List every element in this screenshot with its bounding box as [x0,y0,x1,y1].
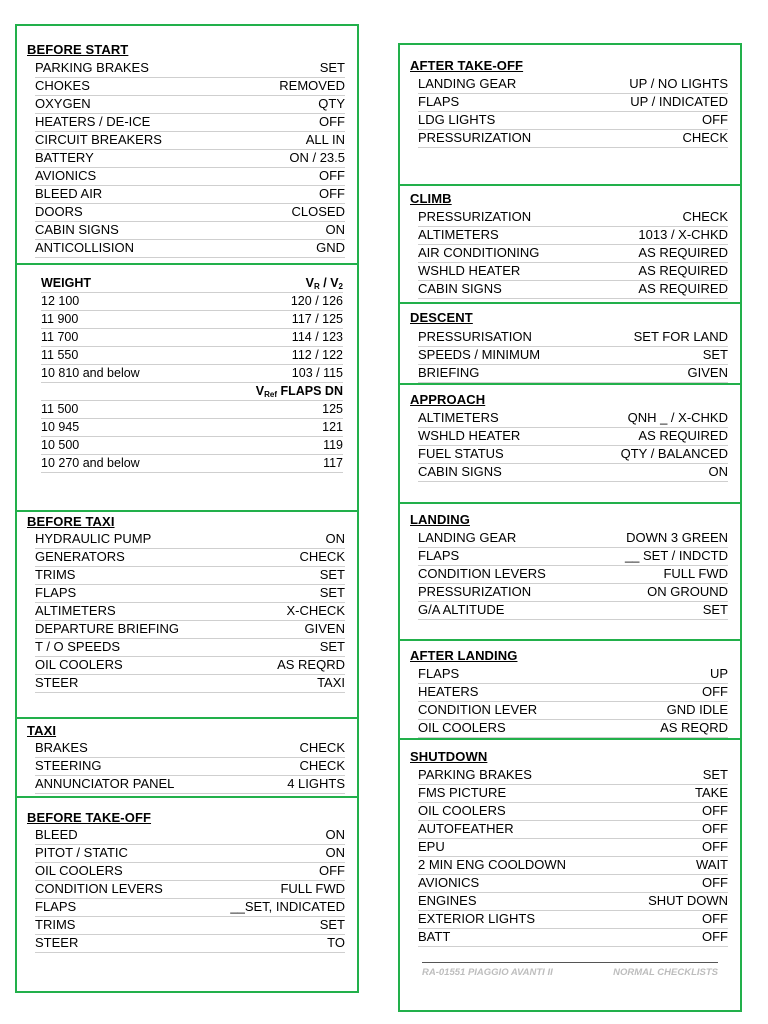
vr-v2-header: $V_R / V_2$ [305,276,343,291]
item-value: SET [319,567,345,582]
checklist-row [418,719,728,738]
item-label: CONDITION LEVERS [418,566,546,581]
item-label: SPEEDS / MINIMUM [418,347,541,362]
checklist-row [41,310,343,329]
item-value: 103 / 115 [291,366,343,380]
item-value: CHECK [299,758,345,773]
item-label: HEATERS [418,684,479,699]
item-value: GIVEN [687,365,728,380]
checklist-row [418,547,728,566]
item-value: SET [702,602,728,617]
item-value: FULL FWD [663,566,728,581]
item-value: OFF [702,929,728,944]
item-label: TRIMS [35,567,76,582]
item-value: QTY [318,96,345,111]
item-value: WAIT [695,857,728,872]
item-label: FLAPS [35,585,77,600]
checklist-row [41,454,343,473]
item-label: TRIMS [35,917,76,932]
item-value: TO [327,935,345,950]
section-title: TAXI [27,723,57,738]
item-value: UP [709,666,728,681]
section-title: SHUTDOWN [410,749,488,764]
item-label: AUTOFEATHER [418,821,514,836]
checklist-row [35,757,345,776]
item-label: LANDING GEAR [418,530,517,545]
aircraft-id: RA-01551 PIAGGIO AVANTI II [422,967,553,978]
checklist-row [418,346,728,365]
item-value: AS REQUIRED [638,281,728,296]
item-value: QNH _ / X-CHKD [627,410,728,425]
item-value: X-CHECK [286,603,345,618]
checklist-row [35,620,345,639]
checklist-row [35,95,345,114]
item-value: OFF [702,839,728,854]
after-takeoff-section [398,43,742,186]
section-title: BEFORE START [27,42,129,57]
item-label: FLAPS [418,94,460,109]
item-label: 12 100 [41,294,80,308]
item-value: ON / 23.5 [289,150,345,165]
item-label: CONDITION LEVERS [35,881,163,896]
checklist-row [418,683,728,702]
item-label: BLEED [35,827,78,842]
item-label: PITOT / STATIC [35,845,128,860]
item-label: ANTICOLLISION [35,240,134,255]
item-label: G/A ALTITUDE [418,602,505,617]
section-title: AFTER LANDING [410,648,518,663]
item-value: OFF [702,821,728,836]
item-value: 117 [323,456,343,470]
item-label: AVIONICS [418,875,480,890]
item-label: EPU [418,839,445,854]
checklist-row [418,529,728,548]
item-value: AS REQUIRED [638,428,728,443]
item-value: OFF [319,168,345,183]
item-label: PARKING BRAKES [35,60,149,75]
checklist-row [418,802,728,821]
item-label: 2 MIN ENG COOLDOWN [418,857,567,872]
item-label: STEER [35,935,79,950]
item-value: __SET, INDICATED [230,899,345,914]
section-title: APPROACH [410,392,486,407]
vref-header-row [41,382,343,401]
checklist-row [35,131,345,150]
item-label: OIL COOLERS [418,803,506,818]
checklist-row [418,463,728,482]
item-value: 114 / 123 [291,330,343,344]
section-title: CLIMB [410,191,452,206]
checklist-row [418,427,728,446]
checklist-row [418,601,728,620]
item-label: AVIONICS [35,168,97,183]
checklist-row [418,244,728,263]
item-label: PRESSURIZATION [418,130,532,145]
item-label: 10 810 and below [41,366,140,380]
item-label: PRESSURIZATION [418,209,532,224]
checklist-row [35,844,345,863]
checklist-row [418,445,728,464]
item-label: BLEED AIR [35,186,103,201]
item-value: 117 / 125 [291,312,343,326]
after-landing-section [398,639,742,740]
item-label: 10 945 [41,420,80,434]
weight-header: WEIGHT [41,276,91,290]
approach-section [398,383,742,504]
checklist-row [418,892,728,911]
item-value: ON [325,845,345,860]
item-value: AS REQRD [660,720,728,735]
item-value: SET [702,347,728,362]
item-value: SET [319,585,345,600]
item-label: GENERATORS [35,549,125,564]
landing-section [398,502,742,641]
item-value: SET [319,917,345,932]
checklist-row [35,566,345,585]
item-label: FUEL STATUS [418,446,504,461]
checklist-row [35,548,345,567]
checklist-row [35,826,345,845]
item-label: 10 270 and below [41,456,140,470]
checklist-row [35,880,345,899]
checklist-row [418,874,728,893]
item-value: CHECK [682,209,728,224]
item-label: 11 500 [41,402,79,416]
checklist-row [41,346,343,365]
item-value: OFF [702,684,728,699]
checklist-row [418,766,728,785]
item-label: 11 900 [41,312,79,326]
item-value: OFF [319,114,345,129]
checklist-row [418,364,728,383]
checklist-row [35,638,345,657]
item-label: OIL COOLERS [418,720,506,735]
before-start-section [15,24,359,265]
taxi-section [15,717,359,798]
item-label: DOORS [35,204,83,219]
checklist-row [35,113,345,132]
section-title: DESCENT [410,310,473,325]
checklist-type: NORMAL CHECKLISTS [613,967,718,978]
before-taxi-section [15,510,359,719]
checklist-row [35,916,345,935]
before-takeoff-section [15,796,359,993]
item-value: UP / INDICATED [630,94,728,109]
climb-section [398,184,742,304]
checklist-row [418,856,728,875]
item-value: ON GROUND [647,584,728,599]
item-label: 11 550 [41,348,79,362]
item-value: 125 [322,402,343,416]
item-value: __ SET / INDCTD [624,548,728,563]
checklist-row [35,862,345,881]
item-label: WSHLD HEATER [418,428,521,443]
checklist-row [35,185,345,204]
checklist-row [35,602,345,621]
checklist-row [35,739,345,758]
checklist-row [418,820,728,839]
speeds-header-row [41,274,343,293]
item-label: STEERING [35,758,102,773]
item-label: ALTIMETERS [418,227,499,242]
item-value: SET [702,767,728,782]
item-label: BRAKES [35,740,88,755]
item-label: ALTIMETERS [35,603,116,618]
vref-header: $V_{Ref}$ FLAPS DN [255,384,343,399]
item-value: GIVEN [304,621,345,636]
item-label: PARKING BRAKES [418,767,532,782]
item-value: TAXI [317,675,345,690]
checklist-row [35,221,345,240]
document-footer [422,962,718,978]
checklist-row [35,149,345,168]
checklist-row [418,328,728,347]
checklist-row [418,910,728,929]
item-label: ENGINES [418,893,477,908]
item-label: CABIN SIGNS [35,222,119,237]
item-label: OXYGEN [35,96,91,111]
item-value: ON [325,531,345,546]
checklist-row [35,530,345,549]
item-value: OFF [702,112,728,127]
checklist-row [418,262,728,281]
item-label: CABIN SIGNS [418,464,502,479]
item-label: FMS PICTURE [418,785,507,800]
item-label: STEER [35,675,79,690]
item-value: DOWN 3 GREEN [626,530,728,545]
item-label: FLAPS [418,548,460,563]
item-value: OFF [319,186,345,201]
item-value: ON [708,464,728,479]
item-label: CABIN SIGNS [418,281,502,296]
item-label: OIL COOLERS [35,863,123,878]
item-label: LDG LIGHTS [418,112,496,127]
checklist-row [418,928,728,947]
checklist-row [35,674,345,693]
checklist-row [41,364,343,383]
checklist-row [35,167,345,186]
checklist-row [418,280,728,299]
item-value: FULL FWD [280,881,345,896]
item-value: 120 / 126 [290,294,343,308]
item-value: ALL IN [305,132,345,147]
item-value: CHECK [682,130,728,145]
section-title: AFTER TAKE-OFF [410,58,524,73]
item-value: REMOVED [279,78,345,93]
checklist-row [41,292,343,311]
checklist-row [41,436,343,455]
item-label: 10 500 [41,438,80,452]
item-label: LANDING GEAR [418,76,517,91]
item-value: OFF [702,803,728,818]
item-value: QTY / BALANCED [620,446,728,461]
item-label: BRIEFING [418,365,480,380]
item-label: FLAPS [35,899,77,914]
checklist-row [35,584,345,603]
item-value: ON [325,222,345,237]
checklist-row [35,775,345,794]
item-label: CHOKES [35,78,90,93]
section-title: BEFORE TAXI [27,514,115,529]
item-label: DEPARTURE BRIEFING [35,621,179,636]
item-label: OIL COOLERS [35,657,123,672]
checklist-row [418,565,728,584]
item-label: PRESSURIZATION [418,584,532,599]
item-value: CLOSED [291,204,345,219]
item-value: SET [319,60,345,75]
checklist-row [418,75,728,94]
item-label: AIR CONDITIONING [418,245,540,260]
item-label: T / O SPEEDS [35,639,121,654]
item-label: HYDRAULIC PUMP [35,531,152,546]
item-label: PRESSURISATION [418,329,532,344]
descent-section [398,302,742,385]
checklist-row [418,784,728,803]
checklist-row [418,701,728,720]
item-label: FLAPS [418,666,460,681]
item-value: 1013 / X-CHKD [638,227,728,242]
item-label: EXTERIOR LIGHTS [418,911,536,926]
section-title: BEFORE TAKE-OFF [27,810,152,825]
checklist-row [418,208,728,227]
checklist-row [41,418,343,437]
checklist-row [418,129,728,148]
item-value: 4 LIGHTS [287,776,345,791]
item-label: BATTERY [35,150,94,165]
item-label: ALTIMETERS [418,410,499,425]
item-value: SET FOR LAND [633,329,728,344]
checklist-row [418,226,728,245]
item-label: BATT [418,929,451,944]
item-value: ON [325,827,345,842]
item-value: 121 [322,420,343,434]
checklist-row [418,409,728,428]
item-value: TAKE [695,785,728,800]
item-value: UP / NO LIGHTS [629,76,728,91]
checklist-row [35,59,345,78]
shutdown-section [398,738,742,1012]
item-label: CONDITION LEVER [418,702,538,717]
checklist-row [418,838,728,857]
checklist-row [418,111,728,130]
item-value: OFF [702,875,728,890]
checklist-row [35,934,345,953]
checklist-row [41,400,343,419]
item-label: ANNUNCIATOR PANEL [35,776,175,791]
item-value: OFF [702,911,728,926]
item-label: 11 700 [41,330,79,344]
checklist-row [41,328,343,347]
item-value: SET [319,639,345,654]
item-value: AS REQRD [277,657,345,672]
checklist-row [418,583,728,602]
item-value: GND IDLE [666,702,728,717]
item-label: HEATERS / DE-ICE [35,114,151,129]
item-value: CHECK [299,549,345,564]
item-value: CHECK [299,740,345,755]
item-value: GND [316,240,345,255]
item-label: CIRCUIT BREAKERS [35,132,162,147]
checklist-row [35,203,345,222]
item-value: OFF [319,863,345,878]
item-value: SHUT DOWN [648,893,728,908]
checklist-row [35,656,345,675]
item-value: AS REQUIRED [638,263,728,278]
speeds-table-section [15,263,359,512]
checklist-row [35,77,345,96]
item-value: 112 / 122 [291,348,343,362]
checklist-row [418,665,728,684]
section-title: LANDING [410,512,470,527]
checklist-row [35,898,345,917]
item-value: AS REQUIRED [638,245,728,260]
checklist-row [35,239,345,258]
item-label: WSHLD HEATER [418,263,521,278]
item-value: 119 [323,438,343,452]
checklist-row [418,93,728,112]
